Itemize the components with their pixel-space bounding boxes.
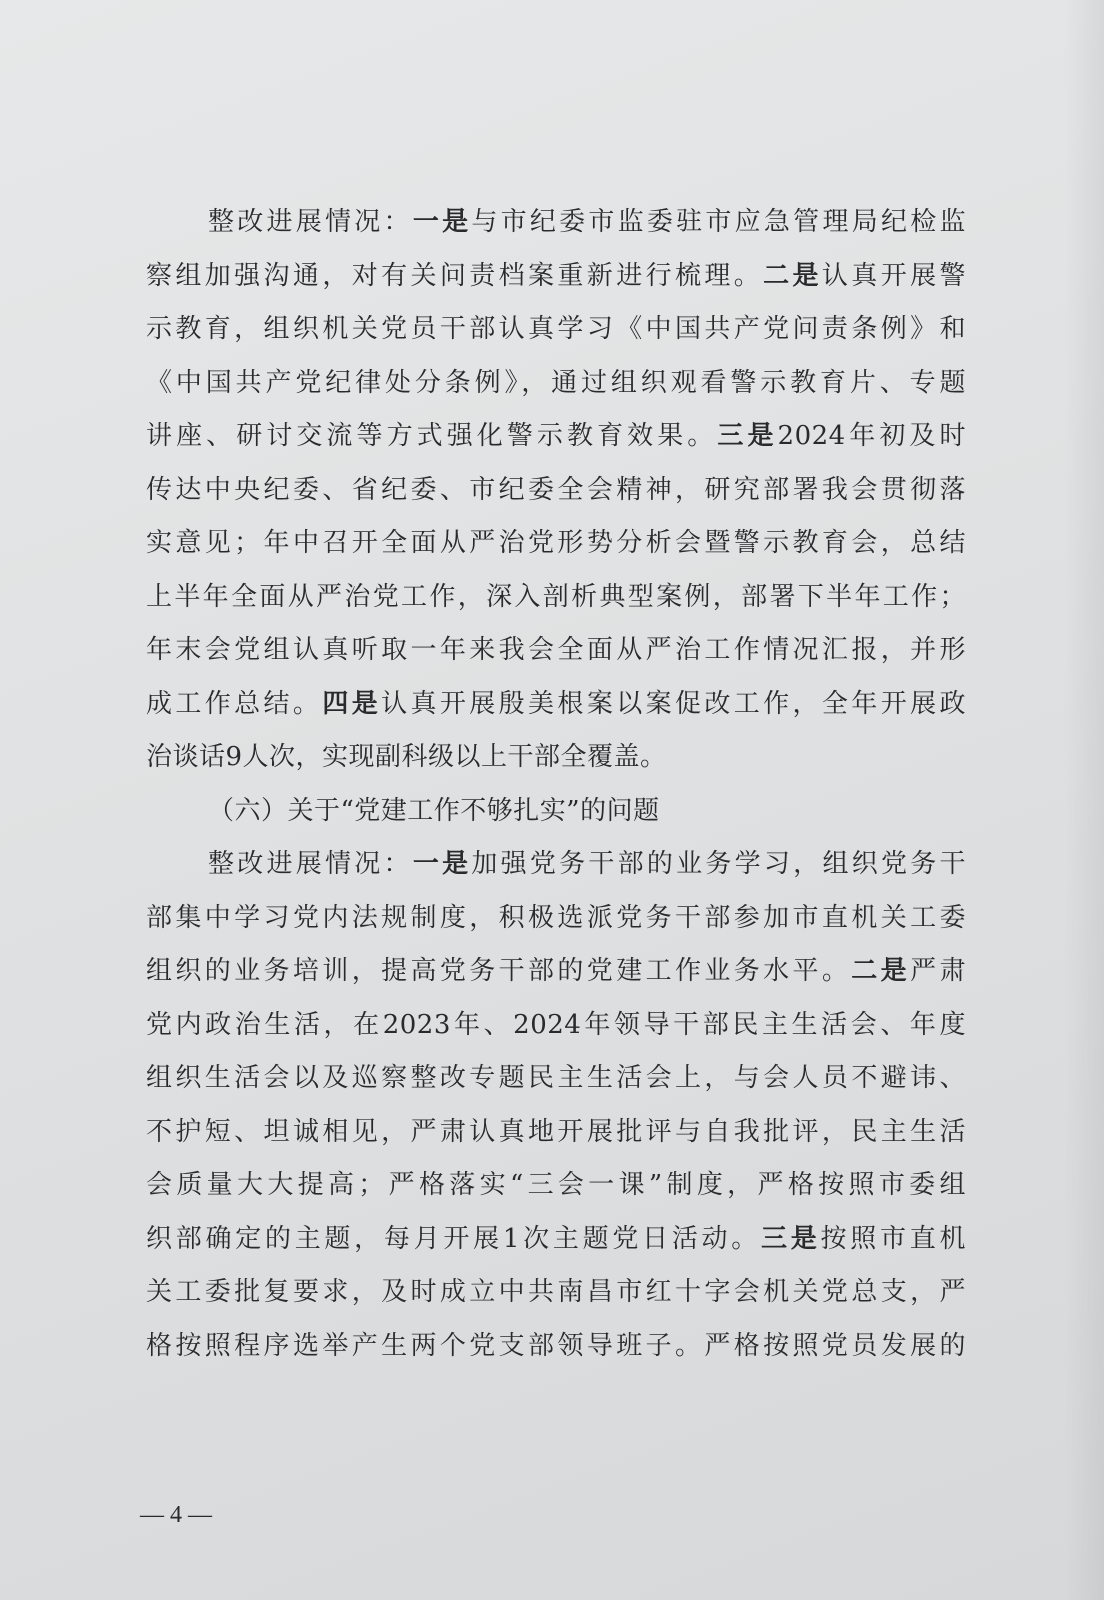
text-line: 《中国共产党纪律处分条例》，通过组织观看警示教育片、专题 — [146, 367, 966, 398]
body-text — [146, 196, 966, 1373]
text-line: 成工作总结。四是认真开展殷美根案以案促改工作，全年开展政 — [146, 688, 966, 719]
text-line: 织部确定的主题，每月开展1次主题党日活动。三是按照市直机 — [146, 1223, 966, 1254]
text-line: 治谈话9人次，实现副科级以上干部全覆盖。 — [146, 742, 667, 772]
text-line: 实意见；年中召开全面从严治党形势分析会暨警示教育会，总结 — [146, 528, 966, 558]
text-line: 格按照程序选举产生两个党支部领导班子。严格按照党员发展的 — [146, 1330, 966, 1361]
text-line: 年末会党组认真听取一年来我会全面从严治工作情况汇报，并形 — [146, 635, 966, 665]
page-shadow — [1064, 0, 1104, 1600]
text-line: 组织的业务培训，提高党务干部的党建工作业务水平。二是严肃 — [146, 956, 966, 986]
text-line: 传达中央纪委、省纪委、市纪委全会精神，研究部署我会贯彻落 — [146, 474, 966, 505]
text-line: 察组加强沟通，对有关问责档案重新进行梳理。二是认真开展警 — [146, 260, 966, 291]
text-line: 整改进展情况：一是与市纪委市监委驻市应急管理局纪检监 — [208, 207, 966, 237]
text-line: 关工委批复要求，及时成立中共南昌市红十字会机关党总支，严 — [146, 1277, 966, 1307]
text-line: 部集中学习党内法规制度，积极选派党务干部参加市直机关工委 — [146, 902, 966, 933]
text-line: 党内政治生活，在2023年、2024年领导干部民主生活会、年度 — [146, 1009, 966, 1040]
text-line: 示教育，组织机关党员干部认真学习《中国共产党问责条例》和 — [146, 314, 966, 344]
text-line: 整改进展情况：一是加强党务干部的业务学习，组织党务干 — [208, 849, 966, 879]
text-line: 不护短、坦诚相见，严肃认真地开展批评与自我批评，民主生活 — [146, 1116, 966, 1147]
page-number: — 4 — — [140, 1502, 212, 1528]
text-line: 讲座、研讨交流等方式强化警示教育效果。三是2024年初及时 — [146, 421, 966, 451]
text-line: 组织生活会以及巡察整改专题民主生活会上，与会人员不避讳、 — [146, 1063, 966, 1093]
text-line: 上半年全面从严治党工作，深入剖析典型案例，部署下半年工作； — [146, 581, 966, 612]
text-line: 会质量大大提高；严格落实“三会一课”制度，严格按照市委组 — [146, 1170, 966, 1200]
section-heading: （六）关于“党建工作不够扎实”的问题 — [208, 795, 660, 826]
